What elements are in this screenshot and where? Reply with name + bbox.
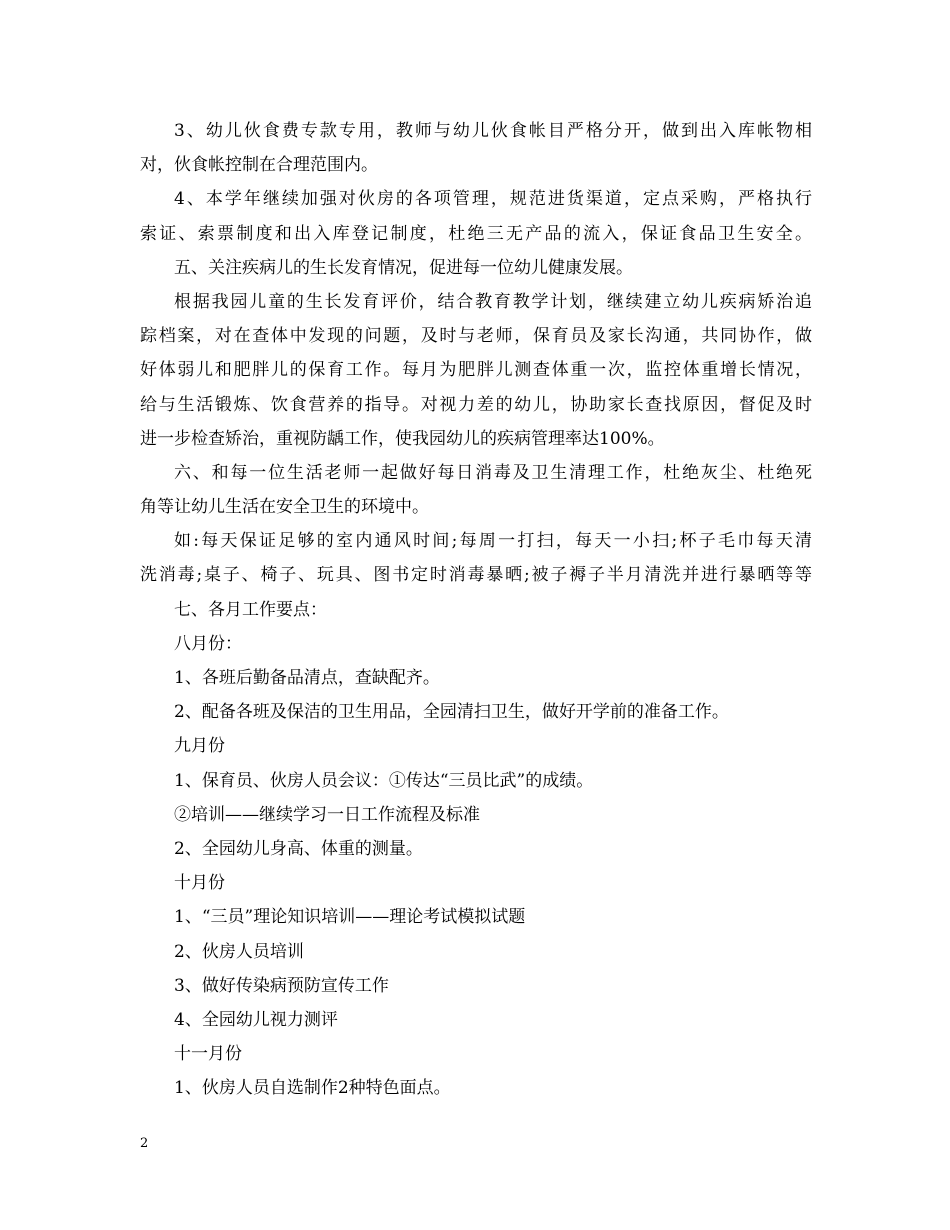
text-line: ②培训——继续学习一日工作流程及标准	[174, 804, 480, 825]
text-line: 进一步检查矫治，重视防龋工作，使我园幼儿的疾病管理率达100%。	[140, 428, 665, 449]
text-line: 4、本学年继续加强对伙房的各项管理，规范进货渠道，定点采购，严格执行	[174, 189, 812, 210]
text-line: 3、做好传染病预防宣传工作	[174, 975, 389, 996]
text-line: 4、全园幼儿视力测评	[174, 1009, 338, 1030]
document-body	[140, 114, 812, 1105]
text-line: 索证、索票制度和出入库登记制度，杜绝三无产品的流入，保证食品卫生安全。	[140, 223, 812, 244]
text-line: 角等让幼儿生活在安全卫生的环境中。	[140, 497, 429, 518]
text-line: 对，伙食帐控制在合理范围内。	[140, 155, 378, 176]
page-number: 2	[140, 1136, 149, 1151]
text-line: 2、配备各班及保洁的卫生用品，全园清扫卫生，做好开学前的准备工作。	[174, 702, 729, 723]
text-line: 1、“三员”理论知识培训——理论考试模拟试题	[174, 907, 526, 928]
text-line: 洗消毒;桌子、椅子、玩具、图书定时消毒暴晒;被子褥子半月清洗并进行暴晒等等	[140, 565, 812, 586]
text-line: 1、伙房人员自选制作2种特色面点。	[174, 1078, 451, 1099]
text-line: 3、幼儿伙食费专款专用，教师与幼儿伙食帐目严格分开，做到出入库帐物相	[174, 121, 812, 141]
text-line: 如:每天保证足够的室内通风时间;每周一打扫，每天一小扫;杯子毛巾每天清	[174, 531, 812, 552]
text-line: 十月份	[174, 873, 225, 894]
text-line: 2、伙房人员培训	[174, 941, 304, 962]
text-line: 好体弱儿和肥胖儿的保育工作。每月为肥胖儿测查体重一次，监控体重增长情况，	[140, 360, 812, 381]
text-line: 九月份	[174, 736, 225, 757]
text-line: 八月份：	[174, 633, 242, 654]
text-line: 六、和每一位生活老师一起做好每日消毒及卫生清理工作，杜绝灰尘、杜绝死	[174, 462, 812, 483]
text-line: 根据我园儿童的生长发育评价，结合教育教学计划，继续建立幼儿疾病矫治追	[174, 291, 812, 312]
text-line: 七、各月工作要点：	[174, 599, 327, 620]
text-line: 1、保育员、伙房人员会议：①传达“三员比武”的成绩。	[174, 770, 594, 791]
text-line: 踪档案，对在查体中发现的问题，及时与老师，保育员及家长沟通，共同协作，做	[140, 326, 812, 347]
text-line: 2、全园幼儿身高、体重的测量。	[174, 838, 423, 859]
text-line: 1、各班后勤备品清点，查缺配齐。	[174, 668, 440, 688]
text-line: 五、关注疾病儿的生长发育情况，促进每一位幼儿健康发展。	[174, 257, 633, 278]
text-line: 十一月份	[174, 1044, 242, 1065]
text-line: 给与生活锻炼、饮食营养的指导。对视力差的幼儿，协助家长查找原因，督促及时	[140, 394, 812, 415]
